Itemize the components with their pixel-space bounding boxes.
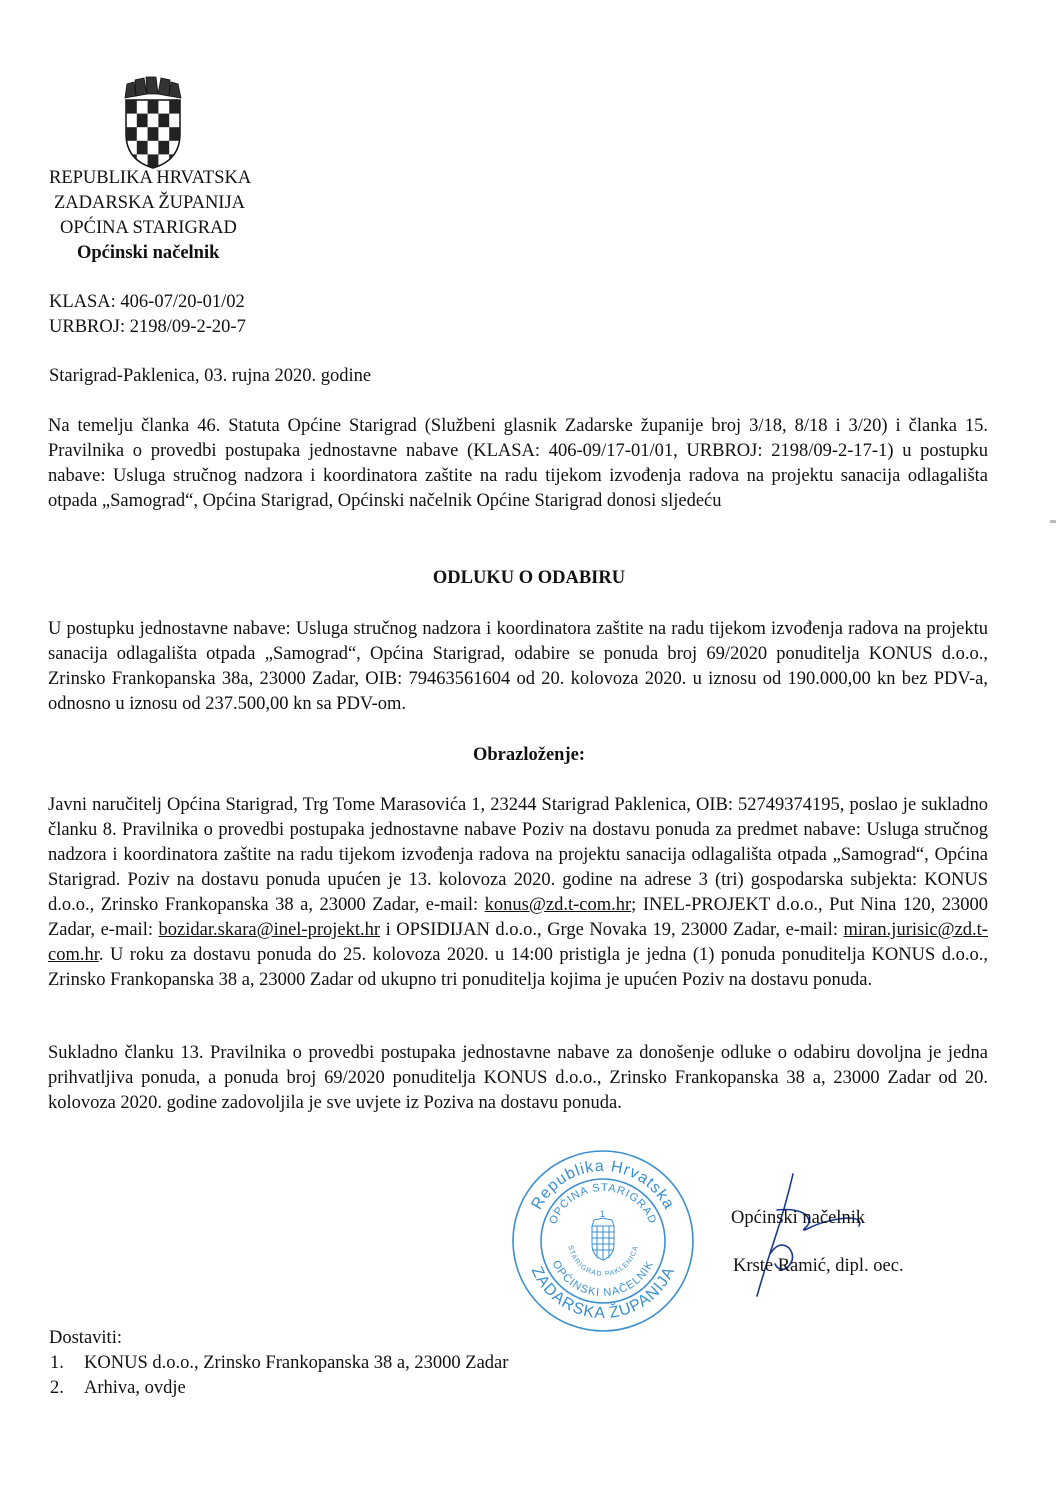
decision-paragraph: U postupku jednostavne nabave: Usluga stručnog nadzora i koordinatora zaštite na radu tijekom izvođenja radova na projektu sanacija odlagališta otpada „Samograd“, Općina Starigrad, odabire se ponuda broj 69/2020 ponuditelja KONUS d.o.o., Zrinsko Frankopanska 38a, 23000 Zadar, OIB: 79463561604 od 20. kolovoza 2020. u iznosu od 190.000,00 kn bez PDV-a, odnosno u iznosu od 237.500,00 kn sa PDV-om. xyxy=(48,619,988,714)
coat-of-arms-square xyxy=(158,114,169,128)
reasoning-paragraph xyxy=(48,793,988,993)
coat-of-arms-square xyxy=(137,114,148,128)
email-link-inel[interactable]: bozidar.skara@inel-projekt.hr xyxy=(158,920,381,940)
scan-artifact xyxy=(1050,520,1056,523)
distribution-item-number: 2. xyxy=(50,1378,64,1398)
coat-of-arms-square xyxy=(126,100,137,114)
distribution-item xyxy=(50,1376,186,1401)
coat-of-arms-square xyxy=(158,141,169,155)
signature-name: Krste Ramić, dipl. oec. xyxy=(733,1256,904,1276)
reasoning-text-4: . U roku za dostavu ponuda do 25. kolovoza 2020. u 14:00 pristigla je jedna (1) ponuda ponuditelja KONUS d.o.o., Zrinsko Frankopanska 38 a, 23000 Zadar od ukupno tri ponuditelja kojima je upućen Poziv na dostavu ponuda. xyxy=(48,945,988,990)
stamp-inner-top: OPĆINA STARIGRAD xyxy=(547,1181,659,1227)
header-municipality: OPĆINA STARIGRAD xyxy=(60,218,237,238)
coat-of-arms-square xyxy=(169,127,180,141)
reasoning-title: Obrazloženje: xyxy=(473,745,585,765)
stamp-coat-of-arms-icon xyxy=(592,1218,614,1260)
stamp-outer-bottom: ZADARSKA ŽUPANIJA xyxy=(527,1263,679,1323)
closing-paragraph: Sukladno članku 13. Pravilnika o provedbi postupaka jednostavne nabave za donošenje odluke o odabiru dovoljna je jedna prihvatljiva ponuda, a ponuda broj 69/2020 ponuditelja KONUS d.o.o., Zrinsko Frankopanska 38 a, 23000 Zadar od 20. kolovoza 2020. godine zadovoljila je sve uvjete iz Poziva na dostavu ponuda. xyxy=(48,1043,988,1113)
coat-of-arms-square xyxy=(137,141,148,155)
handwritten-signature xyxy=(735,1168,895,1308)
email-link-konus[interactable]: konus@zd.t-com.hr xyxy=(484,895,632,915)
signature-role: Općinski načelnik xyxy=(731,1208,866,1228)
header-county: ZADARSKA ŽUPANIJA xyxy=(54,193,246,213)
stamp-center-text: STARIGRAD PAKLENICA xyxy=(566,1244,640,1279)
header-office: Općinski načelnik xyxy=(77,243,220,263)
intro-paragraph: Na temelju članka 46. Statuta Općine Starigrad (Službeni glasnik Zadarske županije broj 3/18, 8/18 i 3/20) i članka 15. Pravilnika o provedbi postupaka jednostavne nabave (KLASA: 406-09/17-01/01, URBROJ: 2198/09-2-17-1) u postupku nabave: Usluga stručnog nadzora i koordinatora zaštite na radu tijekom izvođenja radova na projektu sanacija odlagališta otpada „Samograd“, Općina Starigrad, Općinski načelnik Općine Starigrad donosi sljedeću xyxy=(48,416,988,511)
coat-of-arms-square xyxy=(148,100,159,114)
coat-of-arms-square xyxy=(148,127,159,141)
distribution-item xyxy=(50,1351,508,1376)
reasoning-text-1: Javni naručitelj Općina Starigrad, Trg Tome Marasovića 1, 23244 Starigrad Paklenica, OIB: 52749374195, poslao je sukladno članku 8. Pravilnika o provedbi postupaka jednostavne nabave Poziv na dostavu ponuda za predmet nabave: Usluga stručnog nadzora i koordinatora zaštite na radu tijekom izvođenja radova na projektu sanacija odlagališta otpada „Samograd“, Općina Starigrad. Poziv na dostavu ponuda upućen je 13. kolovoza 2020. godine na adrese 3 (tri) gospodarska subjekta: KONUS d.o.o., Zrinsko Frankopanska 38 a, 23000 Zadar, e-mail: xyxy=(48,795,988,915)
coat-of-arms-square xyxy=(126,127,137,141)
official-stamp xyxy=(508,1146,698,1336)
stamp-number: 1 xyxy=(599,1209,607,1219)
coat-of-arms-icon xyxy=(122,76,184,170)
stamp-outer-top: Republika Hrvatska xyxy=(528,1157,678,1213)
reasoning-text-2: ; INEL-PROJEKT d.o.o., Put Nina 120, 23000 Zadar, e-mail: xyxy=(48,895,988,940)
stamp-inner-bottom: OPĆINSKI NAČELNIK xyxy=(549,1258,657,1300)
distribution-label: Dostaviti: xyxy=(49,1328,122,1348)
header-country: REPUBLIKA HRVATSKA xyxy=(49,168,252,188)
distribution-item-number: 1. xyxy=(50,1353,64,1373)
ref-klasa: KLASA: 406-07/20-01/02 xyxy=(49,292,245,312)
reasoning-text-3: i OPSIDIJAN d.o.o., Grge Novaka 19, 23000 Zadar, e-mail: xyxy=(380,920,844,940)
distribution-item-text: Arhiva, ovdje xyxy=(84,1378,186,1398)
decision-title: ODLUKU O ODABIRU xyxy=(432,568,626,588)
place-date: Starigrad-Paklenica, 03. rujna 2020. godine xyxy=(49,366,372,386)
coat-of-arms-square xyxy=(169,100,180,114)
email-link-opsidijan[interactable]: miran.jurisic@zd.t-com.hr xyxy=(48,920,988,965)
ref-urbroj: URBROJ: 2198/09-2-20-7 xyxy=(49,317,246,337)
distribution-item-text: KONUS d.o.o., Zrinsko Frankopanska 38 a, 23000 Zadar xyxy=(84,1353,509,1373)
